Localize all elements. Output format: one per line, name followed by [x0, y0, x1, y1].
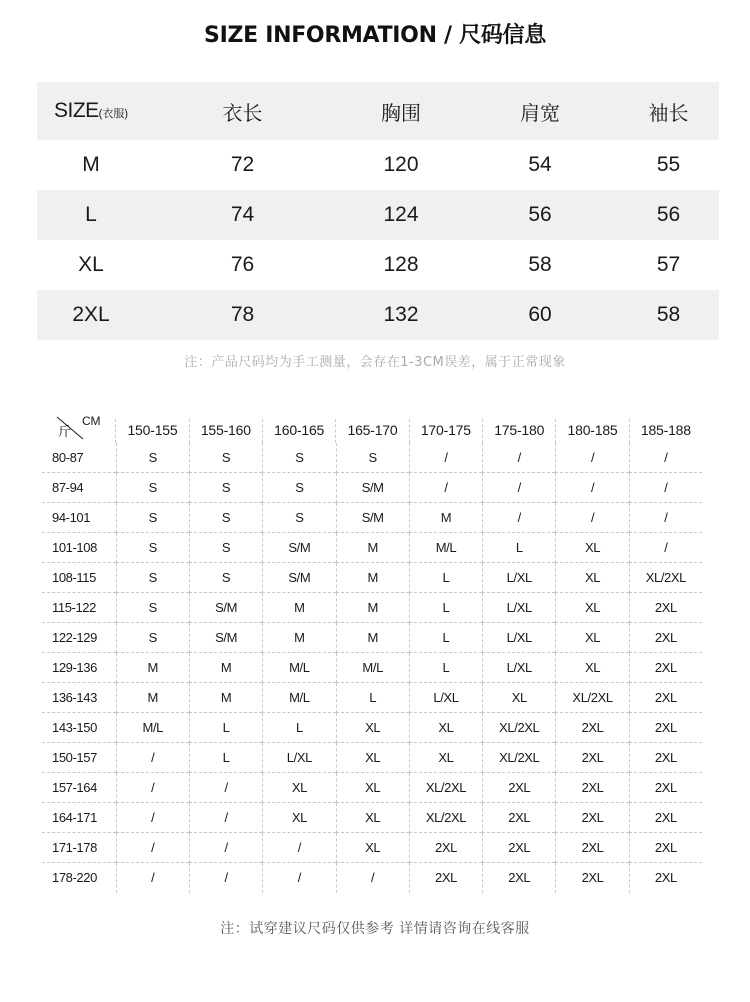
- recommended-size-cell: M/L: [116, 713, 189, 743]
- corner-cell: [42, 413, 115, 443]
- recommended-size-cell: /: [555, 503, 628, 533]
- recommended-size-cell: L: [336, 683, 409, 713]
- recommended-size-cell: XL/2XL: [555, 683, 628, 713]
- recommended-size-cell: /: [116, 773, 189, 803]
- recommended-size-cell: L/XL: [262, 743, 335, 773]
- weight-cell: 150-157: [42, 743, 116, 773]
- rec-row: [42, 683, 702, 713]
- chest-cell: 128: [383, 253, 419, 276]
- recommended-size-cell: M: [262, 593, 335, 623]
- weight-cell: 143-150: [42, 713, 116, 743]
- height-header: 175-180: [482, 419, 555, 443]
- size-table-header: [37, 82, 719, 140]
- recommended-size-cell: M: [336, 563, 409, 593]
- recommended-size-cell: S: [336, 443, 409, 473]
- recommended-size-cell: M: [189, 653, 262, 683]
- recommended-size-cell: S: [116, 533, 189, 563]
- recommended-size-cell: L/XL: [482, 563, 555, 593]
- weight-cell: 171-178: [42, 833, 116, 863]
- recommended-size-cell: S/M: [262, 533, 335, 563]
- recommended-size-cell: /: [482, 473, 555, 503]
- length-cell: 74: [230, 203, 255, 226]
- shoulder-cell: 58: [528, 253, 552, 276]
- recommended-size-cell: S: [116, 593, 189, 623]
- length-cell: 78: [230, 303, 255, 326]
- length-cell: 76: [230, 253, 255, 276]
- recommended-size-cell: S: [116, 503, 189, 533]
- recommended-size-cell: XL: [409, 713, 482, 743]
- recommended-size-cell: 2XL: [629, 623, 702, 653]
- recommended-size-cell: /: [629, 503, 702, 533]
- sleeve-cell: 58: [656, 303, 681, 326]
- recommended-size-cell: /: [629, 443, 702, 473]
- recommended-size-cell: M: [189, 683, 262, 713]
- recommended-size-cell: L: [409, 623, 482, 653]
- recommended-size-cell: /: [336, 863, 409, 893]
- measurement-note: 注：产品尺码均为手工测量，会存在1-3CM误差，属于正常现象: [184, 355, 566, 370]
- recommended-size-cell: 2XL: [409, 863, 482, 893]
- recommended-size-cell: 2XL: [555, 803, 628, 833]
- weight-cell: 80-87: [42, 443, 116, 473]
- size-cell: XL: [78, 253, 104, 276]
- recommended-size-cell: S/M: [189, 593, 262, 623]
- recommended-size-cell: /: [482, 443, 555, 473]
- rec-row: [42, 593, 702, 623]
- rec-row: [42, 443, 702, 473]
- recommended-size-cell: L: [189, 713, 262, 743]
- recommended-size-cell: XL: [262, 773, 335, 803]
- recommended-size-cell: M: [409, 503, 482, 533]
- recommended-size-cell: L/XL: [482, 593, 555, 623]
- size-row-2xl: [37, 290, 719, 340]
- recommended-size-cell: 2XL: [629, 713, 702, 743]
- recommended-size-cell: 2XL: [629, 653, 702, 683]
- rec-row: [42, 473, 702, 503]
- recommended-size-cell: XL: [555, 533, 628, 563]
- rec-row: [42, 623, 702, 653]
- recommended-size-cell: 2XL: [409, 833, 482, 863]
- height-axis-label: CM: [82, 414, 101, 428]
- height-header: 165-170: [335, 419, 408, 443]
- recommended-size-cell: M: [116, 683, 189, 713]
- shoulder-cell: 60: [528, 303, 552, 326]
- recommended-size-cell: /: [262, 863, 335, 893]
- weight-cell: 164-171: [42, 803, 116, 833]
- recommended-size-cell: /: [262, 833, 335, 863]
- recommended-size-cell: XL: [482, 683, 555, 713]
- weight-cell: 115-122: [42, 593, 116, 623]
- recommended-size-cell: XL: [336, 713, 409, 743]
- reference-note: 注：试穿建议尺码仅供参考 详情请咨询在线客服: [220, 921, 530, 937]
- sleeve-cell: 56: [656, 203, 681, 226]
- weight-cell: 108-115: [42, 563, 116, 593]
- recommended-size-cell: XL: [336, 803, 409, 833]
- height-header: 185-188: [629, 419, 702, 443]
- recommended-size-cell: S: [116, 473, 189, 503]
- column-header-length: 衣长: [222, 102, 263, 125]
- length-cell: 72: [230, 153, 255, 176]
- recommended-size-cell: M/L: [262, 653, 335, 683]
- recommended-size-cell: /: [409, 473, 482, 503]
- recommended-size-cell: S: [116, 563, 189, 593]
- rec-row: [42, 503, 702, 533]
- column-header-sleeve: 袖长: [648, 102, 689, 125]
- recommended-size-cell: S: [262, 473, 335, 503]
- rec-row: [42, 533, 702, 563]
- weight-cell: 136-143: [42, 683, 116, 713]
- size-row-l: [37, 190, 719, 240]
- size-header-label: SIZE: [53, 99, 99, 122]
- recommended-size-cell: 2XL: [555, 773, 628, 803]
- recommended-size-cell: L/XL: [409, 683, 482, 713]
- page-title: SIZE INFORMATION / 尺码信息: [204, 23, 546, 48]
- chest-cell: 124: [383, 203, 419, 226]
- recommended-size-cell: 2XL: [482, 863, 555, 893]
- recommended-size-cell: S: [189, 563, 262, 593]
- rec-row: [42, 563, 702, 593]
- recommended-size-cell: 2XL: [629, 743, 702, 773]
- recommended-size-cell: /: [409, 443, 482, 473]
- recommended-size-cell: S: [116, 623, 189, 653]
- size-row-xl: [37, 240, 719, 290]
- rec-table-body: [42, 443, 702, 893]
- shoulder-cell: 56: [528, 203, 552, 226]
- rec-row: [42, 773, 702, 803]
- weight-cell: 101-108: [42, 533, 116, 563]
- rec-row: [42, 863, 702, 893]
- recommended-size-cell: L: [189, 743, 262, 773]
- weight-cell: 129-136: [42, 653, 116, 683]
- recommended-size-cell: M: [336, 623, 409, 653]
- recommended-size-cell: 2XL: [555, 833, 628, 863]
- recommended-size-cell: S: [189, 473, 262, 503]
- recommended-size-cell: 2XL: [555, 743, 628, 773]
- weight-cell: 178-220: [52, 870, 97, 885]
- recommended-size-cell: 2XL: [482, 773, 555, 803]
- recommended-size-cell: XL/2XL: [482, 713, 555, 743]
- size-header-sub: (衣服): [98, 108, 128, 120]
- size-recommendation-table: [42, 413, 702, 893]
- rec-row: [42, 833, 702, 863]
- size-measurement-table: [37, 82, 719, 340]
- recommended-size-cell: XL: [336, 743, 409, 773]
- shoulder-cell: 54: [528, 153, 552, 176]
- weight-cell: 87-94: [42, 473, 116, 503]
- rec-row: [42, 653, 702, 683]
- recommended-size-cell: XL/2XL: [482, 743, 555, 773]
- recommended-size-cell: /: [189, 833, 262, 863]
- recommended-size-cell: XL: [336, 773, 409, 803]
- recommended-size-cell: 2XL: [629, 833, 702, 863]
- recommended-size-cell: XL: [555, 623, 628, 653]
- recommended-size-cell: S: [189, 503, 262, 533]
- recommended-size-cell: M: [262, 623, 335, 653]
- recommended-size-cell: 2XL: [555, 863, 628, 893]
- recommended-size-cell: /: [116, 743, 189, 773]
- recommended-size-cell: L: [409, 653, 482, 683]
- sleeve-cell: 55: [656, 153, 681, 176]
- weight-cell: 94-101: [42, 503, 116, 533]
- sleeve-cell: 57: [656, 253, 681, 276]
- recommended-size-cell: 2XL: [555, 713, 628, 743]
- recommended-size-cell: L/XL: [482, 623, 555, 653]
- recommended-size-cell: /: [116, 803, 189, 833]
- recommended-size-cell: 2XL: [482, 833, 555, 863]
- recommended-size-cell: M/L: [409, 533, 482, 563]
- weight-cell: 157-164: [42, 773, 116, 803]
- size-cell: 2XL: [72, 303, 110, 326]
- recommended-size-cell: XL/2XL: [409, 803, 482, 833]
- recommended-size-cell: XL/2XL: [629, 563, 702, 593]
- rec-row: [42, 803, 702, 833]
- recommended-size-cell: L: [262, 713, 335, 743]
- recommended-size-cell: S: [116, 443, 189, 473]
- recommended-size-cell: M: [116, 653, 189, 683]
- recommended-size-cell: S/M: [189, 623, 262, 653]
- recommended-size-cell: L: [409, 563, 482, 593]
- recommended-size-cell: 2XL: [629, 803, 702, 833]
- recommended-size-cell: XL/2XL: [409, 773, 482, 803]
- height-header: 155-160: [189, 419, 262, 443]
- height-header: 180-185: [555, 419, 628, 443]
- recommended-size-cell: /: [629, 533, 702, 563]
- recommended-size-cell: 2XL: [629, 593, 702, 623]
- height-header: 160-165: [262, 419, 335, 443]
- recommended-size-cell: M: [336, 593, 409, 623]
- recommended-size-cell: 2XL: [629, 683, 702, 713]
- rec-row: [42, 713, 702, 743]
- chest-cell: 120: [383, 153, 419, 176]
- size-cell: M: [82, 153, 100, 176]
- recommended-size-cell: M: [336, 533, 409, 563]
- chest-cell: 132: [383, 303, 419, 326]
- recommended-size-cell: S/M: [336, 503, 409, 533]
- recommended-size-cell: /: [555, 443, 628, 473]
- recommended-size-cell: XL: [336, 833, 409, 863]
- recommended-size-cell: XL: [409, 743, 482, 773]
- recommended-size-cell: S: [262, 503, 335, 533]
- recommended-size-cell: S/M: [336, 473, 409, 503]
- recommended-size-cell: L: [409, 593, 482, 623]
- weight-axis-label: 斤: [58, 424, 71, 439]
- recommended-size-cell: XL: [262, 803, 335, 833]
- rec-table-header: [42, 413, 702, 443]
- recommended-size-cell: M/L: [336, 653, 409, 683]
- rec-row: [42, 743, 702, 773]
- recommended-size-cell: XL: [555, 653, 628, 683]
- size-row-m: [37, 140, 719, 190]
- recommended-size-cell: /: [482, 503, 555, 533]
- weight-cell: 122-129: [42, 623, 116, 653]
- recommended-size-cell: XL: [555, 563, 628, 593]
- height-header: 170-175: [409, 419, 482, 443]
- recommended-size-cell: L/XL: [482, 653, 555, 683]
- size-header-cell: [37, 99, 145, 123]
- recommended-size-cell: 2XL: [482, 803, 555, 833]
- height-header: 150-155: [115, 419, 188, 443]
- recommended-size-cell: /: [555, 473, 628, 503]
- column-header-chest: 胸围: [381, 102, 421, 125]
- recommended-size-cell: /: [189, 803, 262, 833]
- size-cell: L: [85, 203, 97, 226]
- recommended-size-cell: /: [189, 773, 262, 803]
- recommended-size-cell: XL: [555, 593, 628, 623]
- recommended-size-cell: S: [189, 443, 262, 473]
- recommended-size-cell: L: [482, 533, 555, 563]
- recommended-size-cell: M/L: [262, 683, 335, 713]
- recommended-size-cell: 2XL: [629, 863, 702, 893]
- recommended-size-cell: /: [116, 863, 189, 893]
- recommended-size-cell: /: [189, 863, 262, 893]
- recommended-size-cell: 2XL: [629, 773, 702, 803]
- recommended-size-cell: S/M: [262, 563, 335, 593]
- recommended-size-cell: S: [189, 533, 262, 563]
- recommended-size-cell: /: [116, 833, 189, 863]
- column-header-shoulder: 肩宽: [520, 102, 560, 125]
- recommended-size-cell: S: [262, 443, 335, 473]
- recommended-size-cell: /: [629, 473, 702, 503]
